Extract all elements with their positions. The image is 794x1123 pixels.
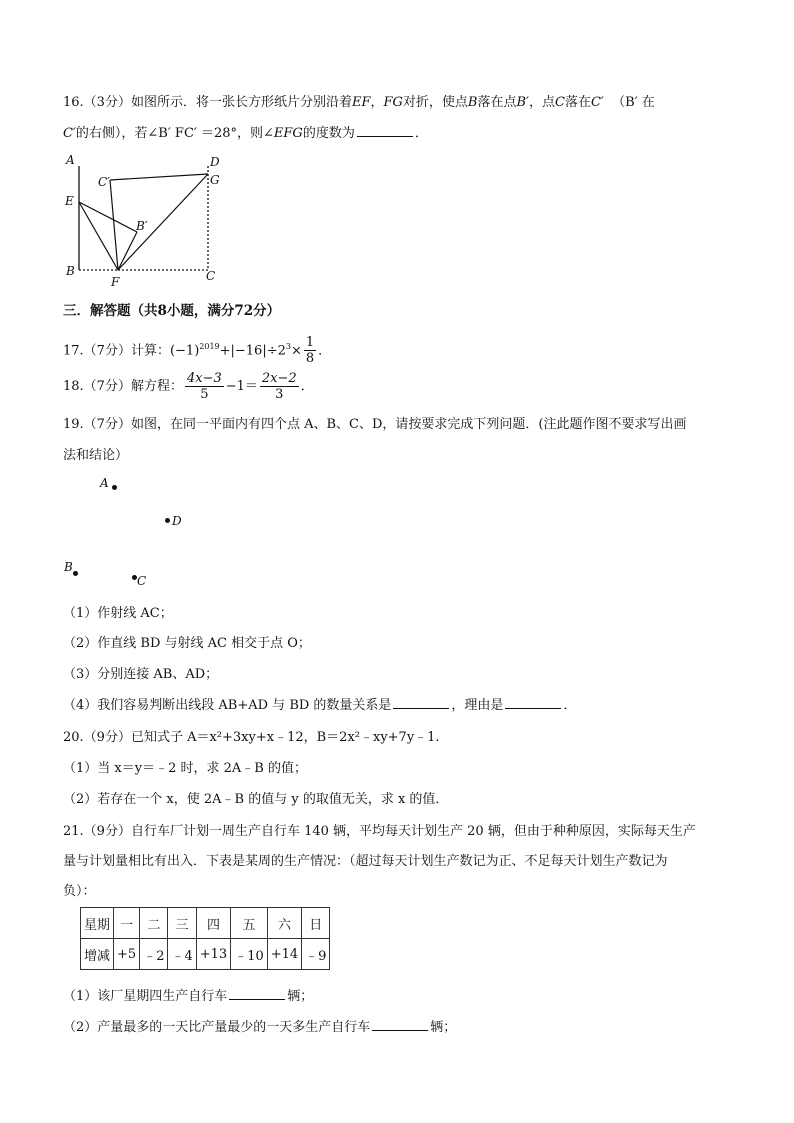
label-c: C xyxy=(206,269,216,283)
q16-text-f: 的右侧），若∠B′ FC′ ＝28°，则∠ xyxy=(75,126,274,141)
q18-num2: 2x−2 xyxy=(261,371,297,386)
label-c-prime: C′ xyxy=(98,175,110,189)
q17-line xyxy=(63,332,331,366)
q18-fraction-1 xyxy=(185,371,224,402)
table-cell: 星期 xyxy=(81,908,114,939)
table-cell: 日 xyxy=(302,908,330,939)
table-cell: 增减 xyxy=(81,939,114,970)
segment-fg xyxy=(118,174,208,270)
label-e: E xyxy=(65,194,74,208)
production-table xyxy=(80,907,330,970)
q19-relation-blank[interactable] xyxy=(393,696,449,709)
q16-line2 xyxy=(63,124,428,144)
q17-exp1: 2019 xyxy=(199,342,220,351)
q16-figure xyxy=(60,150,230,290)
q17-fraction xyxy=(304,335,316,366)
point-a-dot xyxy=(112,485,117,490)
q16-line1 xyxy=(63,93,655,113)
q18-line xyxy=(63,370,314,404)
q17-exp2: 3 xyxy=(285,342,291,351)
q20-step1: （1）当 x＝y＝﹣2 时，求 2A﹣B 的值； xyxy=(63,761,307,776)
point-b-dot xyxy=(73,571,78,576)
q21-step2-text: （2）产量最多的一天比产量最少的一天多生产自行车 xyxy=(63,1020,371,1035)
q21-step1-text: （1）该厂星期四生产自行车 xyxy=(63,989,228,1004)
q21-line3: 负）： xyxy=(63,884,96,899)
q16-text-c: 落在点 xyxy=(477,95,517,110)
table-cell: 四 xyxy=(196,908,230,939)
q18-den1: 5 xyxy=(200,387,209,402)
table-cell: ﹣4 xyxy=(168,939,196,970)
table-cell: +14 xyxy=(267,939,301,970)
q17-den: 8 xyxy=(305,351,315,367)
q16-b: B xyxy=(467,95,478,110)
label-d: D xyxy=(210,155,220,169)
point-d-dot xyxy=(165,518,170,523)
q19-step2: （2）作直线 BD 与射线 AC 相交于点 O； xyxy=(63,636,311,651)
segment-fb-prime xyxy=(118,232,137,270)
q21-thursday-blank[interactable] xyxy=(229,987,285,1000)
table-cell: +13 xyxy=(196,939,230,970)
q17-expr-a: (−1) xyxy=(169,343,200,359)
q16-efg: EFG xyxy=(273,126,303,141)
point-a-label: A xyxy=(100,476,109,490)
label-a: A xyxy=(66,153,75,167)
table-cell: ﹣10 xyxy=(231,939,268,970)
q19-step3: （3）分别连接 AB、AD； xyxy=(63,667,219,682)
table-cell: 一 xyxy=(114,908,140,939)
q16-cp: C′ xyxy=(590,95,604,110)
q19-step4-text-a: （4）我们容易判断出线段 AB+AD 与 BD 的数量关系是 xyxy=(63,698,392,713)
q16-end: ． xyxy=(414,126,428,141)
q17-expr-b: +|−16|÷2 xyxy=(219,343,286,359)
q19-step4-end: ． xyxy=(563,698,577,713)
q16-text-a: 16.（3分）如图所示．将一张长方形纸片分别沿着 xyxy=(63,95,352,110)
q19-reason-blank[interactable] xyxy=(505,696,561,709)
point-c-label: C xyxy=(137,574,147,588)
q21-line2: 量与计划量相比有出入．下表是某周的生产情况：（超过每天计划生产数记为正、不足每天计划生产数记为 xyxy=(63,854,668,869)
point-d-label: D xyxy=(172,514,182,528)
q16-paren: （B′ 在 xyxy=(612,95,655,110)
segment-gc-prime xyxy=(110,174,208,180)
q17-expr-c: × xyxy=(290,343,302,359)
table-cell: 五 xyxy=(231,908,268,939)
label-g: G xyxy=(210,173,220,187)
table-row-weekday xyxy=(81,908,330,939)
q17-num: 1 xyxy=(305,335,315,351)
q19-step1: （1）作射线 AC； xyxy=(63,606,173,621)
q16-bp: B′ xyxy=(516,95,529,110)
q16-text-g: 的度数为 xyxy=(302,126,355,141)
q18-fraction-2 xyxy=(260,371,299,402)
table-cell: 三 xyxy=(168,908,196,939)
q16-fg: FG xyxy=(383,95,403,110)
segment-fc-prime xyxy=(110,180,118,270)
q18-num1: 4x−3 xyxy=(186,371,222,386)
q21-step2-unit: 辆； xyxy=(430,1020,457,1035)
q19-step4 xyxy=(63,696,576,716)
table-cell: ﹣9 xyxy=(302,939,330,970)
q21-step1-unit: 辆； xyxy=(287,989,314,1004)
q16-cp2: C′ xyxy=(63,126,76,141)
q20-line1: 20.（9分）已知式子 A＝x²+3xy+x﹣12，B＝2x²﹣xy+7y﹣1. xyxy=(63,730,440,745)
label-f: F xyxy=(111,275,120,289)
table-cell: 六 xyxy=(267,908,301,939)
q21-line1: 21.（9分）自行车厂计划一周生产自行车 140 辆，平均每天计划生产 20 辆，但由于种种原因，实际每天生产 xyxy=(63,824,696,839)
table-row-change xyxy=(81,939,330,970)
table-cell: ﹣2 xyxy=(140,939,168,970)
table-cell: +5 xyxy=(114,939,140,970)
q19-line2: 法和结论） xyxy=(63,448,129,463)
label-b-prime: B′ xyxy=(136,219,148,233)
q17-prefix: 17.（7分）计算： xyxy=(63,343,170,359)
q18-end: ． xyxy=(300,379,314,394)
q18-prefix: 18.（7分）解方程： xyxy=(63,379,183,394)
section-3-title: 三．解答题（共8小题，满分72分） xyxy=(63,303,281,319)
point-b-label: B xyxy=(64,560,73,574)
q16-ef: EF xyxy=(351,95,371,110)
q20-step2: （2）若存在一个 x，使 2A﹣B 的值与 y 的取值无关，求 x 的值． xyxy=(63,792,449,807)
q19-step4-text-b: ，理由是 xyxy=(451,698,504,713)
q16-c: C xyxy=(555,95,565,110)
q21-step1 xyxy=(63,987,313,1007)
table-cell: 二 xyxy=(140,908,168,939)
q21-step2 xyxy=(63,1018,456,1038)
q19-line1: 19.（7分）如图，在同一平面内有四个点 A、B、C、D，请按要求完成下列问题．(注此题作图不要求写出画 xyxy=(63,417,687,432)
q18-den2: 3 xyxy=(275,387,284,402)
q16-text-e: 落在 xyxy=(564,95,591,110)
q17-end: ． xyxy=(318,343,332,359)
q16-text-d: ，点 xyxy=(529,95,556,110)
q18-mid: −1＝ xyxy=(225,379,258,394)
q16-answer-blank[interactable] xyxy=(357,124,413,137)
q16-comma: ， xyxy=(370,95,384,110)
q16-text-b: 对折，使点 xyxy=(402,95,468,110)
label-b: B xyxy=(66,264,75,278)
q21-difference-blank[interactable] xyxy=(372,1018,428,1031)
